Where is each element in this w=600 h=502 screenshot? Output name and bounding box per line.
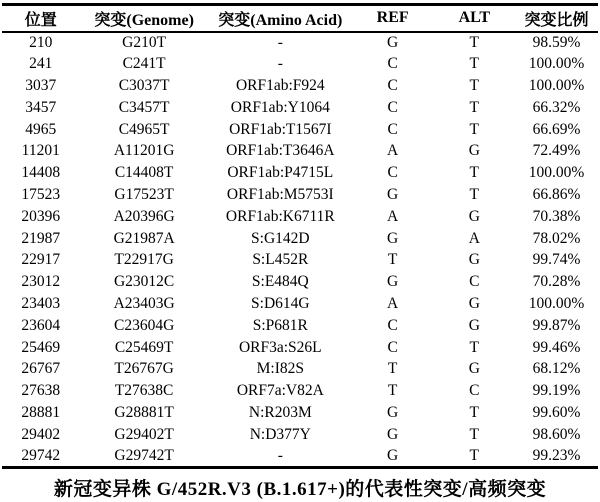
table-cell: ORF1ab:T3646A bbox=[226, 142, 335, 160]
table-cell: G bbox=[468, 251, 480, 269]
table-header bbox=[2, 5, 598, 32]
table-cell: G29402T bbox=[114, 425, 174, 443]
table-caption: 新冠变异株 G/452R.V3 (B.1.617+)的代表性突变/高频突变 bbox=[53, 478, 547, 500]
table-cell: ORF1ab:P4715L bbox=[227, 164, 334, 182]
table-cell: 23012 bbox=[21, 273, 61, 291]
table-cell: G bbox=[387, 446, 399, 464]
table-cell: T bbox=[469, 120, 480, 138]
table-cell: 3457 bbox=[25, 98, 57, 116]
table-cell: 27638 bbox=[21, 382, 61, 400]
table-cell: C241T bbox=[122, 55, 166, 73]
table-cell: C23604G bbox=[113, 316, 175, 334]
table-cell: 100.00% bbox=[528, 294, 585, 312]
table-cell: T bbox=[469, 185, 480, 203]
table-cell: - bbox=[277, 446, 283, 464]
table-cell: C bbox=[387, 76, 398, 94]
table-row bbox=[2, 97, 598, 119]
table-cell: 68.12% bbox=[532, 360, 581, 378]
table-cell: T bbox=[469, 164, 480, 182]
table-row bbox=[2, 271, 598, 293]
table-cell: 22917 bbox=[21, 251, 61, 269]
table-cell: 14408 bbox=[21, 164, 61, 182]
table-cell: T bbox=[469, 76, 480, 94]
document-page bbox=[0, 3, 600, 502]
table-row bbox=[2, 358, 598, 380]
header-cell: 突变(Amino Acid) bbox=[218, 11, 343, 29]
table-cell: - bbox=[277, 55, 283, 73]
table-cell: 4965 bbox=[25, 120, 57, 138]
table-cell: A bbox=[468, 229, 480, 247]
table-cell: G bbox=[387, 425, 399, 443]
header-cell: REF bbox=[376, 9, 409, 27]
table-cell: - bbox=[277, 33, 283, 51]
table-cell: C bbox=[387, 55, 398, 73]
table-cell: ORF1ab:M5753I bbox=[226, 185, 334, 203]
table-row bbox=[2, 380, 598, 402]
header-cell: 突变(Genome) bbox=[94, 11, 194, 29]
table-row bbox=[2, 162, 598, 184]
header-cell: 突变比例 bbox=[524, 11, 589, 29]
table-cell: A bbox=[387, 294, 399, 312]
table-cell: 100.00% bbox=[528, 55, 585, 73]
table-cell: G28881T bbox=[114, 403, 174, 421]
table-cell: T bbox=[469, 338, 480, 356]
table-cell: G bbox=[468, 207, 480, 225]
table-cell: A bbox=[387, 142, 399, 160]
table-cell: G bbox=[387, 185, 399, 203]
table-cell: 99.60% bbox=[532, 403, 581, 421]
table-cell: C bbox=[387, 164, 398, 182]
table-cell: 21987 bbox=[21, 229, 61, 247]
table-cell: 70.38% bbox=[532, 207, 581, 225]
table-cell: 28881 bbox=[21, 403, 61, 421]
table-row bbox=[2, 249, 598, 271]
table-cell: ORF1ab:T1567I bbox=[229, 120, 332, 138]
table-cell: T bbox=[469, 403, 480, 421]
table-cell: 66.32% bbox=[532, 98, 581, 116]
table-cell: G21987A bbox=[113, 229, 175, 247]
table-cell: 99.87% bbox=[532, 316, 581, 334]
table-cell: 11201 bbox=[21, 142, 60, 160]
table-cell: G bbox=[468, 316, 480, 334]
table-row bbox=[2, 206, 598, 228]
table-row bbox=[2, 337, 598, 359]
table-cell: C4965T bbox=[118, 120, 170, 138]
table-cell: 100.00% bbox=[528, 76, 585, 94]
table-cell: ORF1ab:K6711R bbox=[225, 207, 335, 225]
table-cell: G23012C bbox=[113, 273, 175, 291]
table-cell: 17523 bbox=[21, 185, 61, 203]
table-cell: G bbox=[387, 403, 399, 421]
table-row bbox=[2, 315, 598, 337]
table-cell: G29742T bbox=[114, 446, 174, 464]
table-cell: C bbox=[469, 382, 480, 400]
table-cell: T bbox=[387, 251, 398, 269]
table-cell: C bbox=[387, 316, 398, 334]
table-cell: C bbox=[387, 98, 398, 116]
table-cell: C3037T bbox=[118, 76, 170, 94]
header-row bbox=[2, 5, 598, 32]
table-cell: 210 bbox=[29, 33, 53, 51]
table-cell: C14408T bbox=[114, 164, 174, 182]
table-cell: S:E484Q bbox=[251, 273, 309, 291]
table-cell: 25469 bbox=[21, 338, 61, 356]
table-cell: T bbox=[469, 446, 480, 464]
table-cell: 78.02% bbox=[532, 229, 581, 247]
table-cell: A11201G bbox=[113, 142, 175, 160]
table-cell: 99.74% bbox=[532, 251, 581, 269]
table-cell: 23403 bbox=[21, 294, 61, 312]
table-row bbox=[2, 32, 598, 54]
table-cell: 99.23% bbox=[532, 446, 581, 464]
table-cell: ORF7a:V82A bbox=[236, 382, 324, 400]
table-cell: 29742 bbox=[21, 446, 61, 464]
table-cell: G bbox=[387, 33, 399, 51]
header-cell: 位置 bbox=[24, 11, 57, 29]
table-cell: 29402 bbox=[21, 425, 61, 443]
table-row bbox=[2, 446, 598, 468]
table-cell: A20396G bbox=[113, 207, 175, 225]
table-cell: G210T bbox=[122, 33, 167, 51]
table-cell: G bbox=[468, 360, 480, 378]
table-cell: 100.00% bbox=[528, 164, 585, 182]
table-row bbox=[2, 119, 598, 141]
table-cell: T bbox=[387, 382, 398, 400]
table-cell: S:D614G bbox=[251, 294, 310, 312]
table-cell: S:G142D bbox=[251, 229, 310, 247]
table-cell: M:I82S bbox=[256, 360, 304, 378]
table-cell: C bbox=[469, 273, 480, 291]
table-cell: N:D377Y bbox=[249, 425, 311, 443]
table-cell: A bbox=[387, 207, 399, 225]
mutation-table bbox=[2, 3, 598, 469]
table-cell: 99.19% bbox=[532, 382, 581, 400]
table-cell: G bbox=[387, 229, 399, 247]
table-cell: T bbox=[469, 33, 480, 51]
table-cell: ORF1ab:F924 bbox=[235, 76, 325, 94]
table-cell: S:P681R bbox=[252, 316, 308, 334]
table-row bbox=[2, 140, 598, 162]
table-cell: 23604 bbox=[21, 316, 61, 334]
table-cell: G bbox=[468, 142, 480, 160]
table-cell: T26767G bbox=[114, 360, 174, 378]
table-row bbox=[2, 53, 598, 75]
table-cell: A23403G bbox=[113, 294, 175, 312]
table-cell: 66.69% bbox=[532, 120, 581, 138]
table-row bbox=[2, 424, 598, 446]
table-cell: 98.60% bbox=[532, 425, 581, 443]
table-row bbox=[2, 293, 598, 315]
table-cell: S:L452R bbox=[252, 251, 309, 269]
table-cell: T22917G bbox=[114, 251, 174, 269]
table-cell: C25469T bbox=[114, 338, 174, 356]
table-cell: T bbox=[469, 55, 480, 73]
table-cell: 26767 bbox=[21, 360, 61, 378]
header-cell: ALT bbox=[458, 9, 490, 27]
table-cell: T bbox=[387, 360, 398, 378]
table-cell: C bbox=[387, 120, 398, 138]
table-cell: T bbox=[469, 425, 480, 443]
table-cell: 98.59% bbox=[532, 33, 581, 51]
table-cell: C bbox=[387, 338, 398, 356]
table-row bbox=[2, 228, 598, 250]
table-cell: G17523T bbox=[114, 185, 174, 203]
table-cell: ORF3a:S26L bbox=[238, 338, 322, 356]
table-cell: ORF1ab:Y1064 bbox=[230, 98, 330, 116]
table-cell: G bbox=[468, 294, 480, 312]
table-cell: 99.46% bbox=[532, 338, 581, 356]
table-cell: 70.28% bbox=[532, 273, 581, 291]
table-cell: T27638C bbox=[114, 382, 174, 400]
table-cell: 66.86% bbox=[532, 185, 581, 203]
table-cell: 72.49% bbox=[532, 142, 581, 160]
table-row bbox=[2, 184, 598, 206]
table-cell: 241 bbox=[29, 55, 53, 73]
table-row bbox=[2, 75, 598, 97]
table-cell: G bbox=[387, 273, 399, 291]
table-row bbox=[2, 402, 598, 424]
table-cell: C3457T bbox=[118, 98, 170, 116]
table-body bbox=[2, 32, 598, 468]
table-cell: N:R203M bbox=[248, 403, 312, 421]
table-cell: 20396 bbox=[21, 207, 61, 225]
table-cell: T bbox=[469, 98, 480, 116]
table-cell: 3037 bbox=[25, 76, 57, 94]
